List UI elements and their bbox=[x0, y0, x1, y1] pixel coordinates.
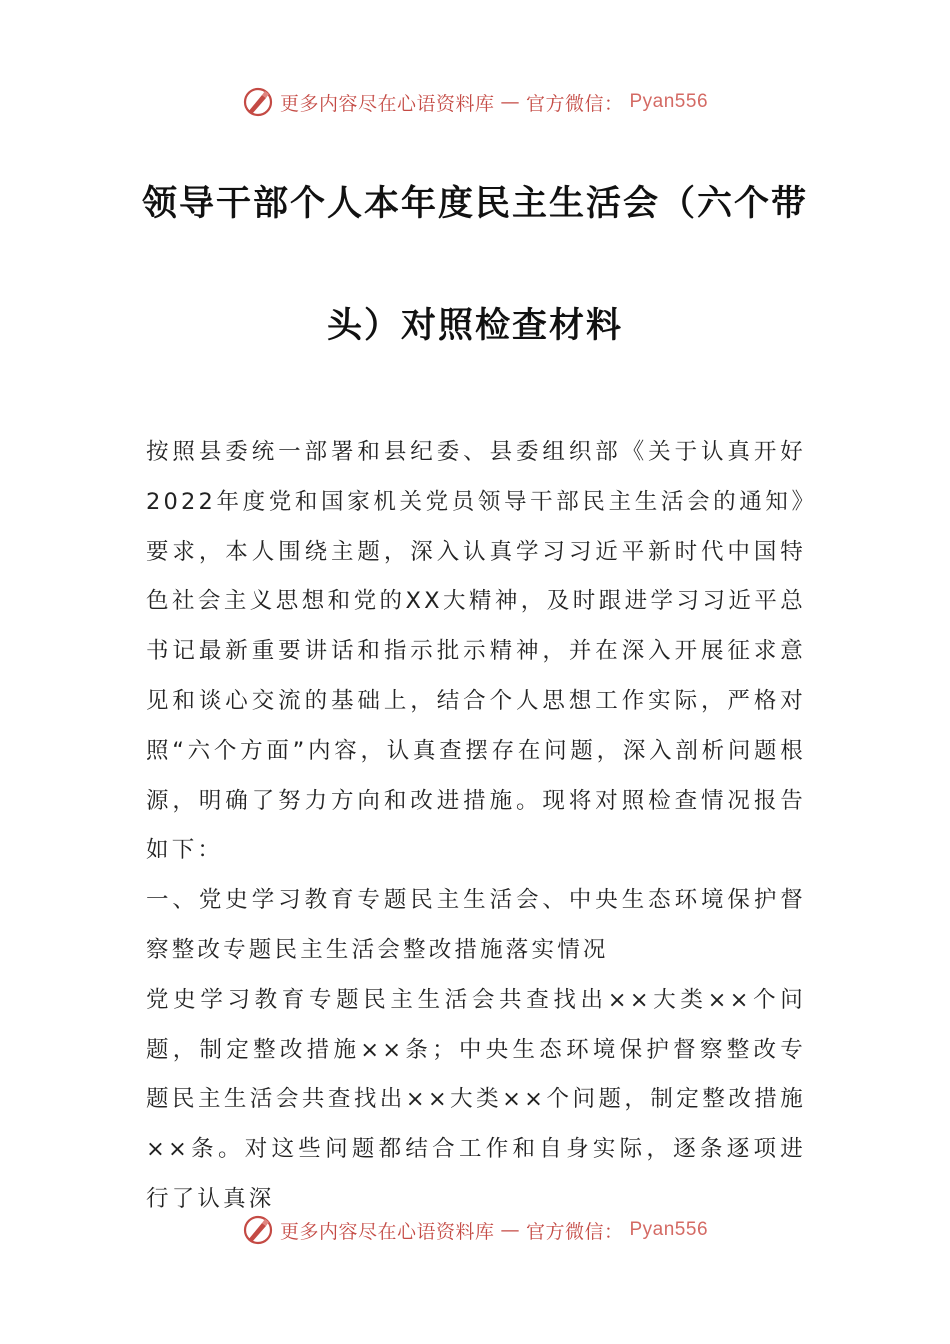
section-heading-1: 一、党史学习教育专题民主生活会、中央生态环境保护督察整改专题民主生活会整改措施落实情况 bbox=[146, 887, 806, 963]
watermark-main-text: 更多内容尽在心语资料库 bbox=[279, 92, 495, 115]
document-body bbox=[146, 428, 806, 1225]
watermark-main-text: 更多内容尽在心语资料库 bbox=[279, 1220, 495, 1243]
paragraph-intro: 按照县委统一部署和县纪委、县委组织部《关于认真开好2022年度党和国家机关党员领导干部民主生活会的通知》要求，本人围绕主题，深入认真学习习近平新时代中国特色社会主义思想和党的XX大精神，及时跟进学习习近平总书记最新重要讲话和指示批示精神，并在深入开展征求意见和谈心交流的基础上，结合个人思想工作实际，严格对照“六个方面”内容，认真查摆存在问题，深入剖析问题根源，明确了努力方向和改进措施。现将对照检查情况报告如下： bbox=[146, 439, 806, 864]
footer-watermark bbox=[0, 1210, 950, 1250]
pen-logo-icon bbox=[242, 86, 274, 118]
watermark-separator: — bbox=[500, 91, 520, 113]
document-title-line2: 头）对照检查材料 bbox=[326, 306, 623, 346]
document-title-line1: 领导干部个人本年度民主生活会（六个带 bbox=[141, 184, 808, 224]
watermark-wechat-label: 官方微信： bbox=[525, 1220, 624, 1243]
header-watermark bbox=[0, 82, 950, 122]
watermark-wechat-id: Pyan556 bbox=[629, 1219, 709, 1240]
watermark-wechat-id: Pyan556 bbox=[629, 91, 709, 112]
watermark-wechat-label: 官方微信： bbox=[525, 92, 624, 115]
pen-logo-icon bbox=[242, 1214, 274, 1246]
paragraph-section-1: 党史学习教育专题民主生活会共查找出××大类××个问题，制定整改措施××条；中央生态环境保护督察整改专题民主生活会共查找出××大类××个问题，制定整改措施××条。对这些问题都结合工作和自身实际，逐条逐项进行了认真深 bbox=[146, 986, 806, 1212]
watermark-separator: — bbox=[500, 1219, 520, 1241]
